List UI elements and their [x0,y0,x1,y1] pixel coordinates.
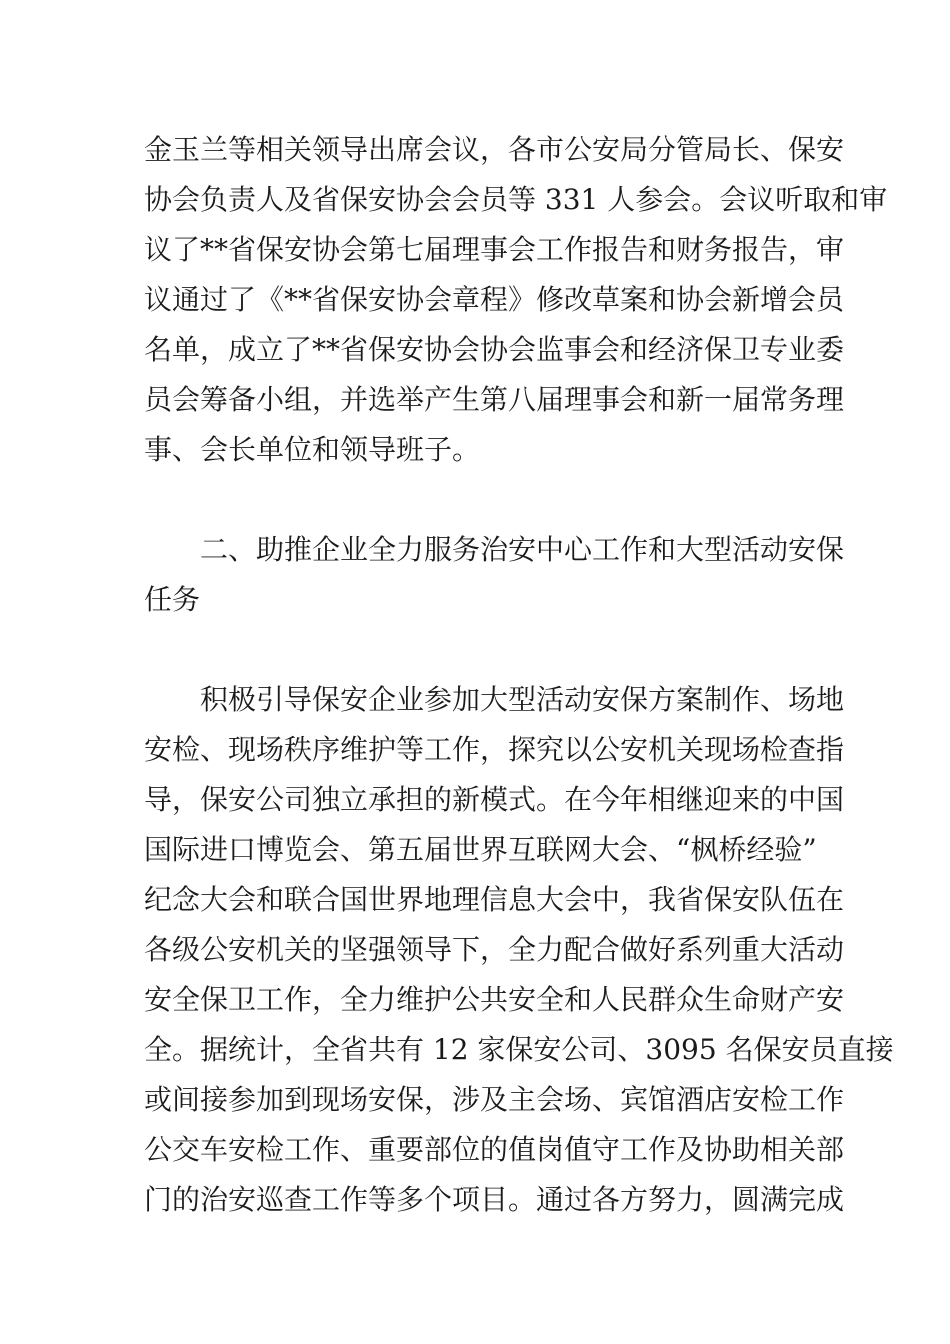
text-line: 各级公安机关的坚强领导下，全力配合做好系列重大活动 [144,933,845,966]
text-line: 名单，成立了**省保安协会协会监事会和经济保卫专业委 [144,333,845,366]
text-line: 全。据统计，全省共有 12 家保安公司、3095 名保安员直接 [144,1033,894,1066]
text-line: 安全保卫工作，全力维护公共安全和人民群众生命财产安 [144,983,845,1016]
heading-line: 任务 [144,583,201,616]
text-line: 员会筹备小组，并选举产生第八届理事会和新一届常务理 [144,383,845,416]
text-line: 纪念大会和联合国世界地理信息大会中，我省保安队伍在 [144,883,845,916]
text-line: 或间接参加到现场安保，涉及主会场、宾馆酒店安检工作 [144,1083,845,1116]
text-line: 积极引导保安企业参加大型活动安保方案制作、场地 [200,683,845,716]
text-line: 国际进口博览会、第五届世界互联网大会、“枫桥经验” [144,833,817,866]
text-line: 协会负责人及省保安协会会员等 331 人参会。会议听取和审 [144,183,888,216]
text-line: 公交车安检工作、重要部位的值岗值守工作及协助相关部 [144,1133,845,1166]
text-line: 安检、现场秩序维护等工作，探究以公安机关现场检查指 [144,733,845,766]
text-line: 议了**省保安协会第七届理事会工作报告和财务报告，审 [144,233,845,266]
heading-line: 二、助推企业全力服务治安中心工作和大型活动安保 [200,533,845,566]
text-line: 门的治安巡查工作等多个项目。通过各方努力，圆满完成 [144,1183,845,1216]
text-line: 议通过了《**省保安协会章程》修改草案和协会新增会员 [144,283,845,316]
text-line: 事、会长单位和领导班子。 [144,433,481,466]
text-line: 金玉兰等相关领导出席会议，各市公安局分管局长、保安 [144,133,845,166]
text-line: 导，保安公司独立承担的新模式。在今年相继迎来的中国 [144,783,845,816]
